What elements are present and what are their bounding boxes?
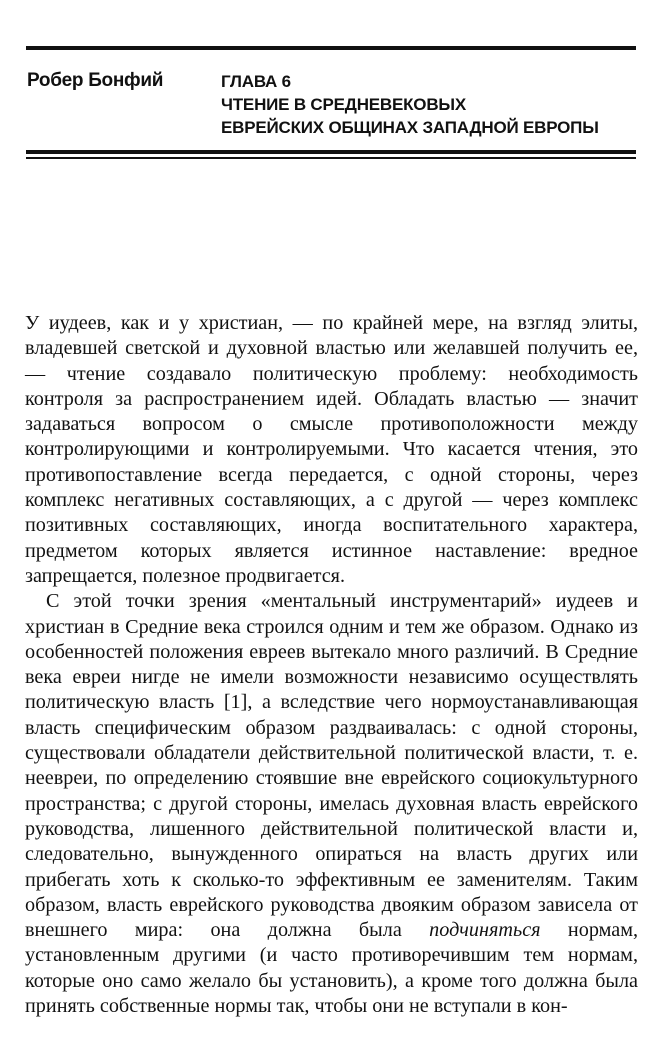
paragraph-2 [25, 589, 638, 1019]
header-bottom-rule-thin [26, 157, 636, 159]
chapter-heading [221, 70, 599, 139]
paragraph-2-part-1: С этой точки зрения «ментальный инструментарий» иудеев и христиан в Средние века строился одним и тем же образом. Однако из особенностей положения евреев вытекало много различий. В Средние века евреи нигде не имели возможности независимо осуществлять политическую власть [1], а вследствие чего нормоустанавливающая власть специфическим образом раздваивалась: с одной стороны, существовали обладатели действительной политической власти, т. е. неевреи, по определению стоявшие вне еврейского социокультурного пространства; с другой стороны, имелась духовная власть еврейского руководства, лишенного действительной политической власти и, следовательно, вынужденного опираться на власть других или прибегать хоть к сколько-то эффективным ее заменителям. Таким образом, власть еврейского руководства двояким образом зависела от внешнего мира: она должна была [25, 590, 638, 942]
header-top-rule [26, 46, 636, 50]
chapter-title-line-2: ЕВРЕЙСКИХ ОБЩИНАХ ЗАПАДНОЙ ЕВРОПЫ [221, 118, 599, 137]
paragraph-2-emphasis: подчиняться [429, 919, 541, 942]
chapter-title-line-1: ЧТЕНИЕ В СРЕДНЕВЕКОВЫХ [221, 95, 466, 114]
author-name: Робер Бонфий [27, 70, 164, 91]
body-text [25, 311, 638, 1019]
paragraph-2-part-2: нормам, установленным другими (и часто противоречившим тем нормам, которые оно само желало бы установить), а кроме того должна была принять собственные нормы так, чтобы они не вступали в кон- [25, 919, 639, 1018]
chapter-label: ГЛАВА 6 [221, 72, 291, 91]
paragraph-1: У иудеев, как и у христиан, — по крайней мере, на взгляд элиты, владевшей светской и духовной властью или желавшей получить ее, — чтение создавало политическую проблему: необходимость контроля за распространением идей. Обладать властью — значит задаваться вопросом о смысле противоположности между контролирующими и контролируемыми. Что касается чтения, это противопоставление всегда передается, с одной стороны, через комплекс негативных составляющих, а с другой — через комплекс позитивных составляющих, иногда воспитательного характера, предметом которых является истинное наставление: вредное запрещается, полезное продвигается. [25, 312, 638, 587]
header-bottom-rule-thick [26, 150, 636, 154]
